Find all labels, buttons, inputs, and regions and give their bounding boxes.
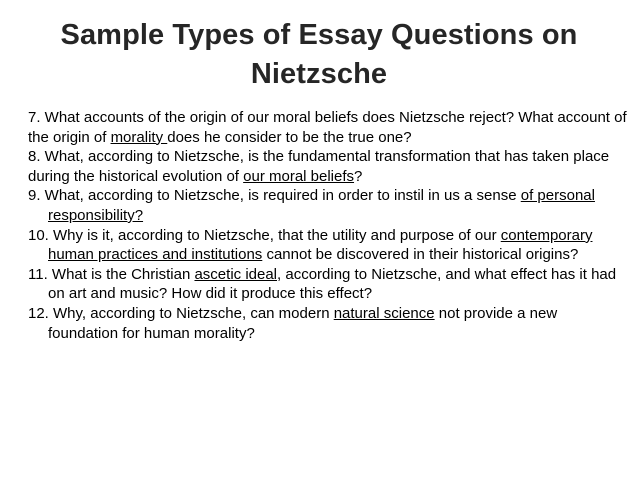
question-12: 12. Why, according to Nietzsche, can modern natural science not provide a new foundation for human morality?	[28, 304, 558, 342]
slide-title-line-1: Sample Types of Essay Questions on	[60, 19, 578, 51]
question-10: 10. Why is it, according to Nietzsche, that the utility and purpose of our contemporary human practices and institutions cannot be discovered in their historical origins?	[28, 226, 593, 264]
question-11: 11. What is the Christian ascetic ideal, according to Nietzsche, and what effect has it had on art and music? How did it produce this effect?	[28, 265, 617, 303]
question-7-part-1: 7. What accounts of the origin of our moral beliefs does Nietzsche reject? What account of	[28, 109, 627, 126]
link-morality[interactable]: morality	[110, 128, 168, 146]
question-7-part-2: the origin of morality does he consider to be the true one?	[28, 128, 412, 146]
link-natural-science[interactable]: natural science	[333, 304, 435, 322]
link-contemporary-practices[interactable]: contemporary human practices and institutions	[48, 226, 593, 264]
question-list	[28, 108, 628, 343]
link-personal-responsibility[interactable]: of personal responsibility?	[48, 187, 595, 224]
question-8-part-1: 8. What, according to Nietzsche, is the fundamental transformation that has taken place	[28, 148, 610, 166]
question-8-part-2: during the historical evolution of our moral beliefs?	[28, 167, 363, 185]
question-9: 9. What, according to Nietzsche, is required in order to instil in us a sense of personal responsibility?	[28, 187, 595, 224]
slide-title-line-2: Nietzsche	[250, 58, 388, 90]
link-ascetic-ideal[interactable]: ascetic ideal	[194, 265, 278, 283]
slide-title	[30, 16, 608, 94]
link-our-moral-beliefs[interactable]: our moral beliefs	[243, 167, 355, 185]
